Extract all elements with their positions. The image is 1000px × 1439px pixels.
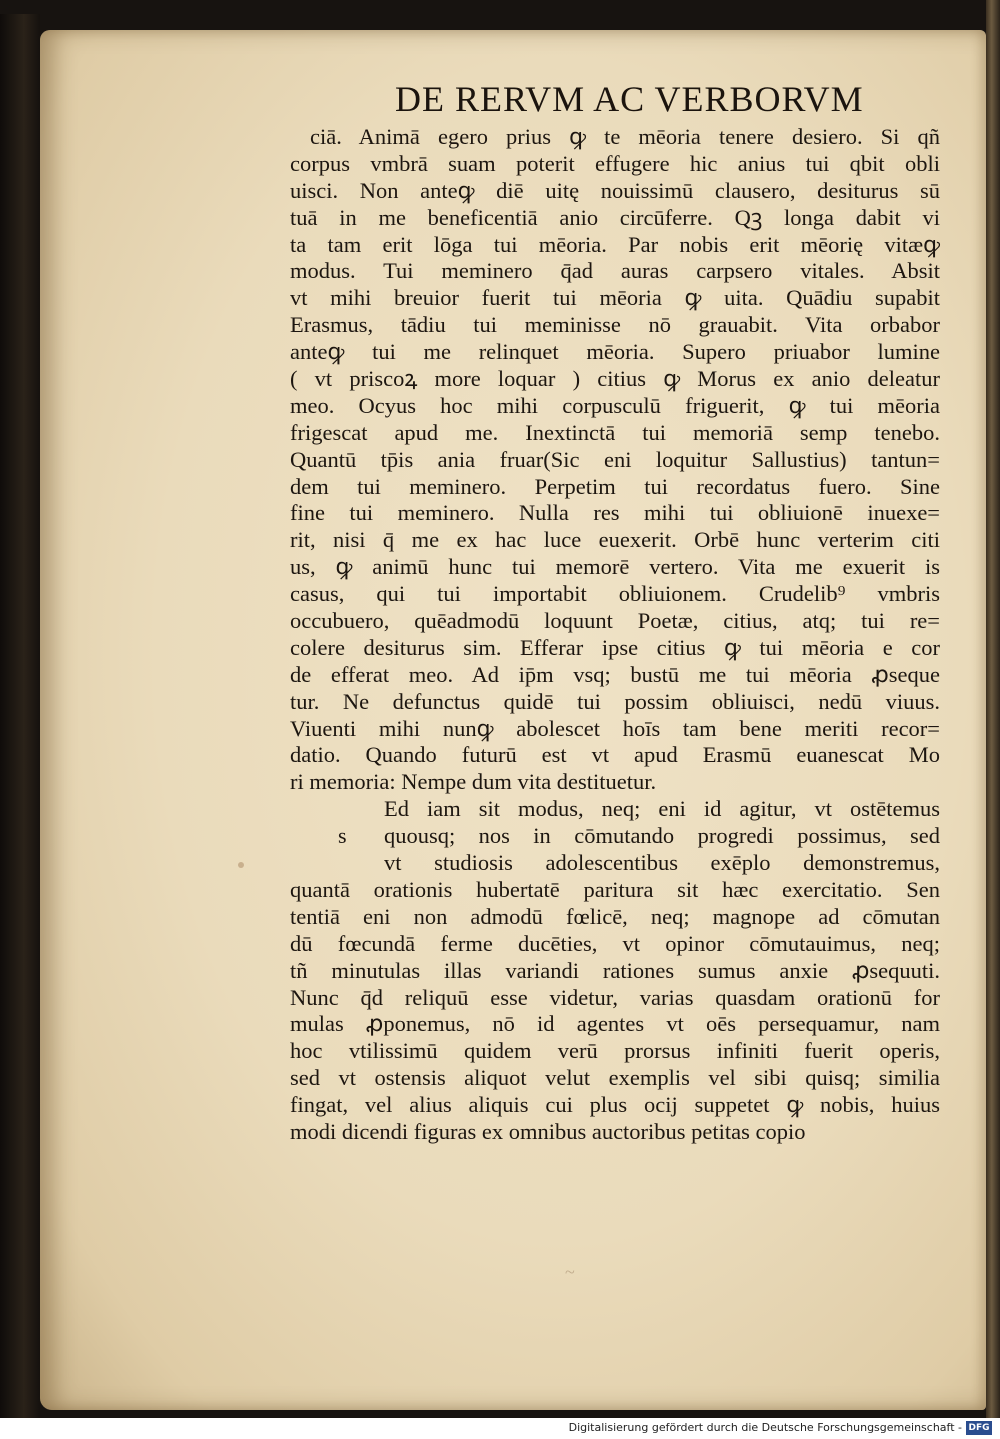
text-line: rit, nisi q̄ me ex hac luce euexerit. Orbē hunc verterim citi — [290, 527, 940, 553]
text-line: tentiā eni non admodū fœlicē, neq; magnope ad cōmutan — [290, 903, 940, 929]
text-line: anteꝙ tui me relinquet mēoria. Supero priuabor lumine — [290, 339, 940, 365]
text-line: Erasmus, tādiu tui meminisse nō grauabit. Vita orbabor — [290, 312, 940, 338]
text-line: tuā in me beneficentiā anio circūferre. Qꝫ longa dabit vi — [290, 204, 940, 230]
book-binding-edge — [0, 14, 40, 1418]
signature-mark: s — [338, 823, 347, 849]
text-line: Ed iam sit modus, neq; eni id agitur, vt ostētemus — [384, 796, 940, 822]
text-line: tñ minutulas illas variandi rationes sumus anxie ꝓsequuti. — [290, 957, 940, 983]
text-line: Viuenti mihi nunꝙ abolescet hoīs tam bene meriti recor= — [290, 715, 940, 741]
text-line: occubuero, quēadmodū loquunt Poetæ, citius, atq; tui re= — [290, 608, 940, 634]
text-line: dem tui meminero. Perpetim tui recordatus fuero. Sine — [290, 473, 940, 499]
page-blemish — [238, 862, 244, 868]
text-line: frigescat apud me. Inextinctā tui memoriā semp tenebo. — [290, 419, 940, 445]
text-line: datio. Quando futurū est vt apud Erasmū euanescat Mo — [290, 742, 940, 768]
text-line: hoc vtilissimū quidem verū prorsus infiniti fuerit operis, — [290, 1038, 940, 1064]
text-line: colere desiturus sim. Efferar ipse citius ꝙ tui mēoria e cor — [290, 634, 940, 660]
page-mark: ~ — [565, 1262, 575, 1282]
text-line: Nunc q̄d reliquū esse videtur, varias quasdam orationū for — [290, 984, 940, 1010]
text-line: fine tui meminero. Nulla res mihi tui obliuionē inuexe= — [290, 500, 940, 526]
paragraph-1 — [290, 124, 940, 796]
text-line: mulas ꝓponemus, nō id agentes vt oēs persequamur, nam — [290, 1011, 940, 1037]
text-line: dū fœcundā ferme ducēties, vt opinor cōmutauimus, neq; — [290, 930, 940, 956]
text-line: casus, qui tui importabit obliuionem. Crudelib⁹ vmbris — [290, 581, 940, 607]
body-text — [290, 124, 940, 1146]
text-line: ta tam erit lōga tui mēoria. Par nobis erit mēorię vitæꝙ — [290, 231, 940, 257]
text-line: quantā orationis hubertatē paritura sit hæc exercitatio. Sen — [290, 876, 940, 902]
funding-credit: Digitalisierung gefördert durch die Deutsche Forschungsgemeinschaft - — [568, 1421, 962, 1434]
text-line: tur. Ne defunctus quidē tui possim obliuisci, nedū viuus. — [290, 688, 940, 714]
running-head: DE RERVM AC VERBORVM — [395, 79, 864, 119]
paragraph-2 — [290, 796, 940, 1146]
text-line: vt mihi breuior fuerit tui mēoria ꝙ uita. Quādiu supabit — [290, 285, 940, 311]
text-line: ciā. Animā egero prius ꝙ te mēoria tenere desiero. Si qñ — [310, 124, 940, 149]
text-line: modus. Tui meminero q̄ad auras carpsero vitales. Absit — [290, 258, 940, 284]
text-line: de efferat meo. Ad ip̄m vsq; bustū me tui mēoria ꝓseque — [290, 661, 940, 687]
text-line: sed vt ostensis aliquot velut exemplis vel sibi quisq; similia — [290, 1065, 940, 1091]
text-line: meo. Ocyus hoc mihi corpusculū friguerit, ꝙ tui mēoria — [290, 392, 940, 418]
text-line: ( vt priscoꝝ more loquar ) citius ꝙ Morus ex anio deleatur — [290, 366, 940, 392]
page-edge — [986, 0, 1000, 1418]
text-line: us, ꝙ animū hunc tui memorē vertero. Vita me exuerit is — [290, 554, 940, 580]
text-line: fingat, vel alius aliquis cui plus ocij suppetet ꝙ nobis, huius — [290, 1092, 940, 1118]
text-line: ri memoria: Nempe dum vita destituetur. — [290, 769, 657, 795]
text-line: modi dicendi figuras ex omnibus auctoribus petitas copio — [290, 1118, 806, 1144]
footer-bar — [0, 1418, 1000, 1439]
text-line: quousq; nos in cōmutando progredi possimus, sed s — [338, 823, 940, 849]
dfg-logo: DFG — [966, 1421, 992, 1435]
text-line: uisci. Non anteꝙ diē uitę nouissimū clausero, desiturus sū — [290, 177, 940, 203]
text-line: Quantū tp̄is ania fruar(Sic eni loquitur Sallustius) tantun= — [290, 446, 940, 472]
text-line: corpus vmbrā suam poterit effugere hic anius tui qbit obli — [290, 150, 940, 176]
text-line: vt studiosis adolescentibus exēplo demonstremus, — [384, 850, 940, 876]
